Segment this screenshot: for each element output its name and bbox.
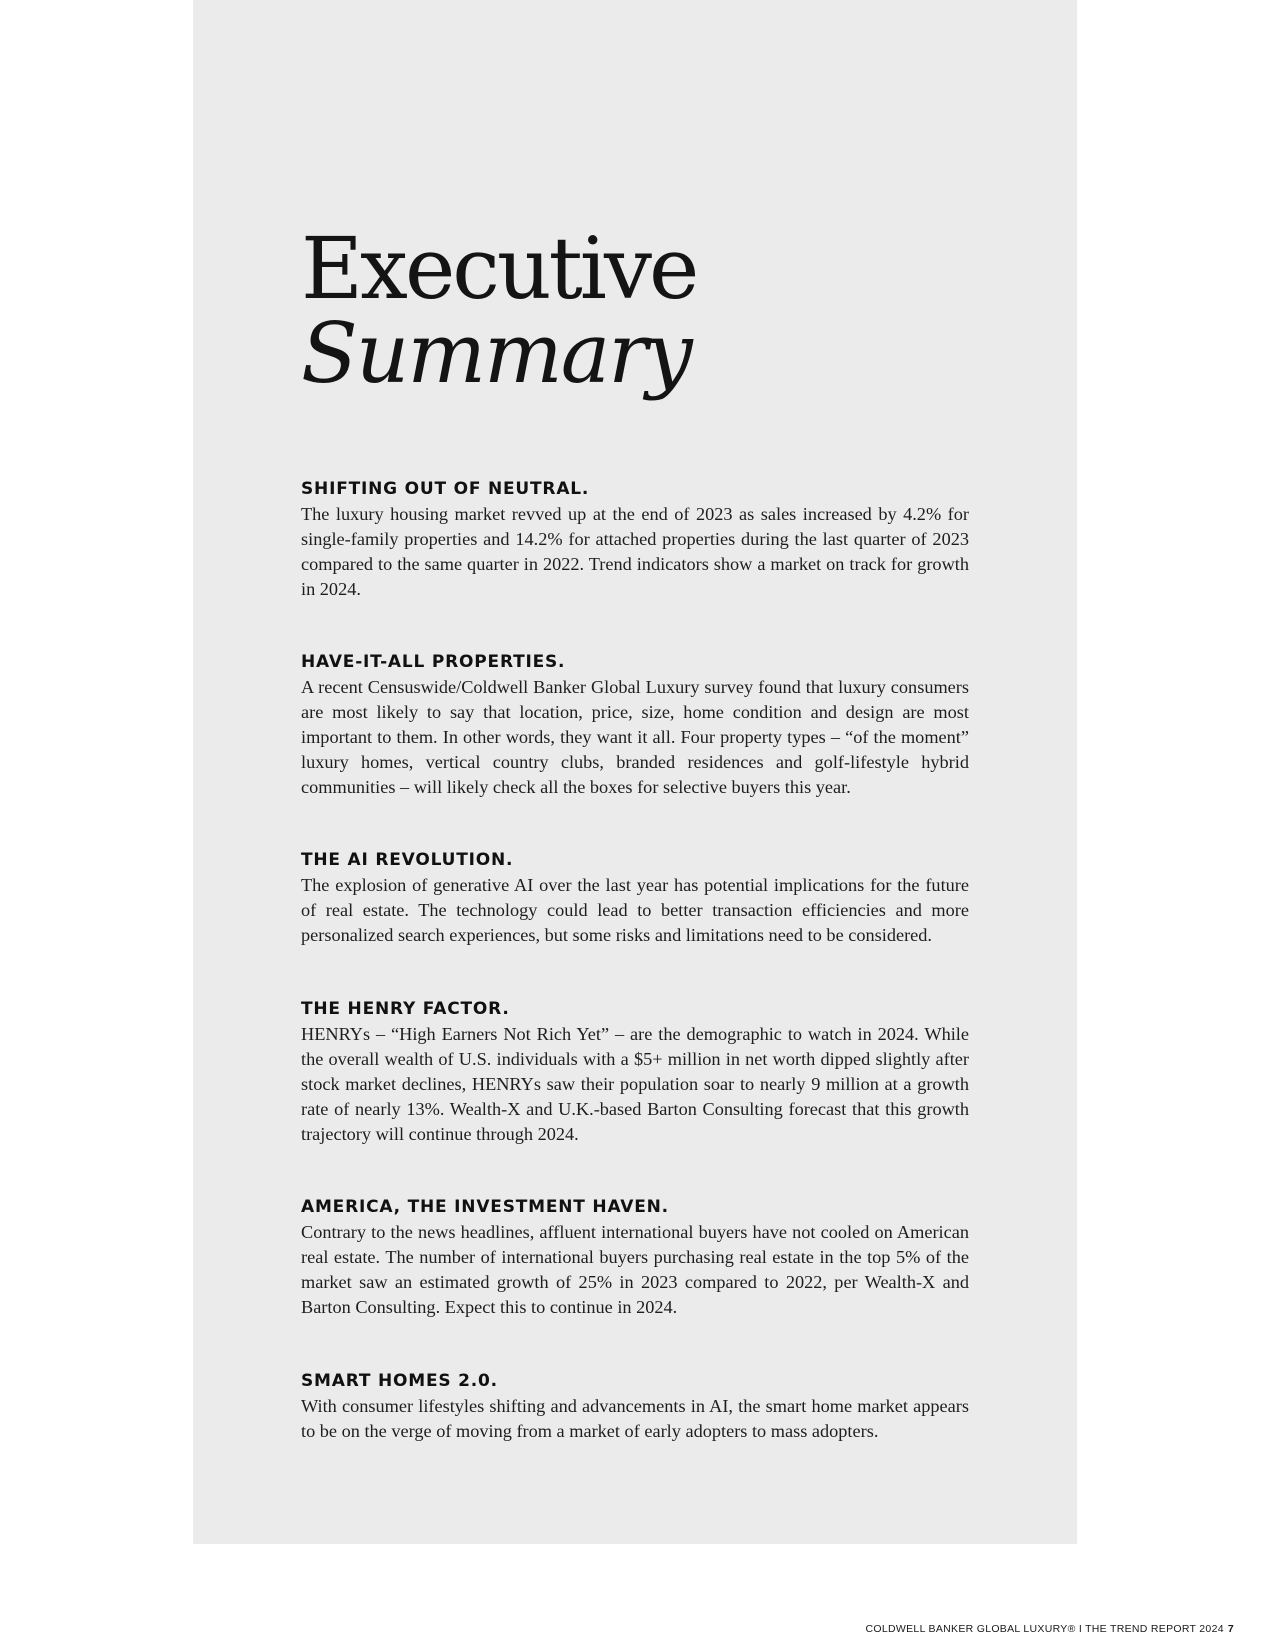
section-body: A recent Censuswide/Coldwell Banker Global Luxury survey found that luxury consumers are most likely to say that location, price, size, home condition and design are most important to them. In other words, they want it all. Four property types – “of the moment” luxury homes, vertical country clubs, branded residences and golf-lifestyle hybrid communities – will likely check all the boxes for selective buyers this year. [301,677,969,797]
section-heading: SHIFTING OUT OF NEUTRAL. [301,479,590,499]
page-footer [866,1622,1234,1636]
section-the-ai-revolution [301,849,969,948]
page-number: 7 [1227,1623,1234,1635]
section-the-henry-factor [301,998,969,1147]
title-line-executive: Executive [301,220,697,319]
section-america-the-investment-haven [301,1196,969,1320]
footer-text: COLDWELL BANKER GLOBAL LUXURY® I THE TREND REPORT 2024 [865,1623,1224,1635]
section-smart-homes-2-0 [301,1370,969,1444]
section-body: Contrary to the news headlines, affluent international buyers have not cooled on American real estate. The number of international buyers purchasing real estate in the top 5% of the market saw an estimated growth of 25% in 2023 compared to 2022, per Wealth-X and Barton Consulting. Expect this to continue in 2024. [301,1222,969,1317]
section-heading: SMART HOMES 2.0. [301,1371,498,1391]
section-body: The explosion of generative AI over the last year has potential implications for the future of real estate. The technology could lead to better transaction efficiencies and more personalized search experiences, but some risks and limitations need to be considered. [301,875,969,945]
section-heading: THE HENRY FACTOR. [301,999,510,1019]
section-heading: THE AI REVOLUTION. [301,850,514,870]
title-line-summary: Summary [301,305,691,402]
section-heading: HAVE-IT-ALL PROPERTIES. [301,652,566,672]
section-body: With consumer lifestyles shifting and advancements in AI, the smart home market appears to be on the verge of moving from a market of early adopters to mass adopters. [301,1396,969,1441]
section-heading: AMERICA, THE INVESTMENT HAVEN. [301,1197,669,1217]
section-body: HENRYs – “High Earners Not Rich Yet” – are the demographic to watch in 2024. While the overall wealth of U.S. individuals with a $5+ million in net worth dipped slightly after stock market declines, HENRYs saw their population soar to nearly 9 million at a growth rate of nearly 13%. Wealth-X and U.K.-based Barton Consulting forecast that this growth trajectory will continue through 2024. [301,1024,969,1144]
section-have-it-all-properties [301,651,969,800]
section-body: The luxury housing market revved up at the end of 2023 as sales increased by 4.2% for single-family properties and 14.2% for attached properties during the last quarter of 2023 compared to the same quarter in 2022. Trend indicators show a market on track for growth in 2024. [301,504,969,599]
section-shifting-out-of-neutral [301,478,969,602]
page-title [301,220,697,402]
